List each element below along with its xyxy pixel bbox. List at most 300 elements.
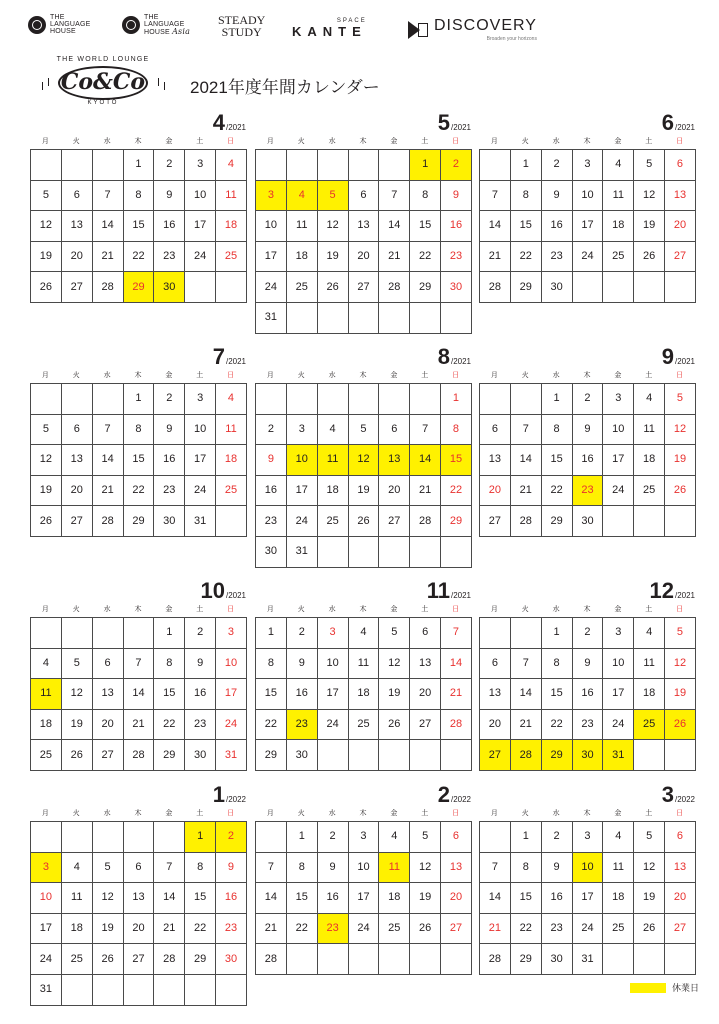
empty-cell (665, 740, 696, 771)
day-cell: 27 (93, 740, 124, 771)
empty-cell (349, 384, 380, 415)
empty-cell (62, 822, 93, 853)
globe-icon (122, 16, 140, 34)
day-cell: 18 (603, 883, 634, 914)
month-calendar (255, 580, 471, 771)
weekday-header (30, 368, 246, 383)
day-cell: 10 (573, 853, 604, 884)
weekday-label: 日 (227, 372, 235, 379)
day-cell: 22 (542, 476, 573, 507)
day-cell: 25 (349, 710, 380, 741)
day-cell: 24 (603, 476, 634, 507)
day-cell: 5 (93, 853, 124, 884)
logo-text-line: STUDY (221, 25, 262, 39)
empty-cell (185, 272, 216, 303)
day-cell: 19 (634, 211, 665, 242)
month-grid (255, 383, 472, 568)
weekday-header (479, 806, 695, 821)
weekday-label: 日 (452, 138, 460, 145)
day-cell: 11 (603, 181, 634, 212)
day-cell: 15 (256, 679, 287, 710)
logo-text-line: SPACE (336, 18, 367, 24)
day-cell: 21 (410, 476, 441, 507)
day-cell: 23 (318, 914, 349, 945)
day-cell: 14 (480, 883, 511, 914)
day-cell: 12 (62, 679, 93, 710)
empty-cell (93, 618, 124, 649)
day-cell: 21 (256, 914, 287, 945)
weekday-label: 木 (134, 606, 142, 613)
day-cell: 4 (216, 384, 247, 415)
month-grid (30, 149, 247, 303)
day-cell: 15 (287, 883, 318, 914)
month-grid (30, 617, 247, 771)
weekday-label: 金 (165, 810, 173, 817)
day-cell: 21 (379, 242, 410, 273)
day-cell: 31 (31, 975, 62, 1006)
empty-cell (349, 944, 380, 975)
day-cell: 2 (573, 618, 604, 649)
month-number: 7 (212, 344, 225, 369)
day-cell: 19 (634, 883, 665, 914)
day-cell: 14 (124, 679, 155, 710)
day-cell: 12 (634, 181, 665, 212)
day-cell: 18 (62, 914, 93, 945)
empty-cell (318, 537, 349, 568)
day-cell: 5 (31, 181, 62, 212)
day-cell: 7 (410, 415, 441, 446)
day-cell: 9 (185, 649, 216, 680)
day-cell: 13 (410, 649, 441, 680)
day-cell: 27 (665, 242, 696, 273)
day-cell: 6 (665, 150, 696, 181)
day-cell: 27 (480, 740, 511, 771)
day-cell: 18 (634, 679, 665, 710)
day-cell: 24 (349, 914, 380, 945)
weekday-label: 土 (421, 138, 429, 145)
day-cell: 30 (256, 537, 287, 568)
coco-logo-word: Co&Co (60, 69, 146, 95)
empty-cell (410, 303, 441, 334)
day-cell: 18 (31, 710, 62, 741)
weekday-label: 火 (72, 606, 80, 613)
day-cell: 10 (185, 415, 216, 446)
day-cell: 7 (154, 853, 185, 884)
day-cell: 1 (185, 822, 216, 853)
day-cell: 23 (287, 710, 318, 741)
day-cell: 10 (573, 181, 604, 212)
empty-cell (379, 303, 410, 334)
empty-cell (318, 150, 349, 181)
day-cell: 13 (93, 679, 124, 710)
legend (630, 981, 699, 994)
empty-cell (634, 944, 665, 975)
day-cell: 2 (542, 150, 573, 181)
day-cell: 30 (287, 740, 318, 771)
weekday-label: 月 (266, 372, 274, 379)
day-cell: 7 (511, 415, 542, 446)
day-cell: 6 (62, 415, 93, 446)
day-cell: 18 (379, 883, 410, 914)
day-cell: 11 (349, 649, 380, 680)
month-number: 3 (661, 782, 674, 807)
day-cell: 27 (124, 944, 155, 975)
day-cell: 9 (287, 649, 318, 680)
empty-cell (31, 150, 62, 181)
day-cell: 24 (256, 272, 287, 303)
day-cell: 18 (287, 242, 318, 273)
empty-cell (154, 975, 185, 1006)
day-cell: 27 (349, 272, 380, 303)
empty-cell (511, 618, 542, 649)
day-cell: 29 (441, 506, 472, 537)
day-cell: 22 (256, 710, 287, 741)
day-cell: 30 (573, 506, 604, 537)
month-grid (30, 821, 247, 1006)
weekday-label: 土 (421, 810, 429, 817)
day-cell: 15 (542, 679, 573, 710)
day-cell: 25 (62, 944, 93, 975)
month-calendar (30, 112, 246, 303)
day-cell: 17 (185, 211, 216, 242)
day-cell: 15 (511, 211, 542, 242)
empty-cell (31, 384, 62, 415)
empty-cell (634, 506, 665, 537)
logo-text-line: THE (50, 14, 65, 21)
logo-text-line: DISCOVERY (434, 17, 537, 34)
month-header (255, 112, 471, 134)
empty-cell (318, 303, 349, 334)
month-grid (479, 821, 696, 975)
day-cell: 17 (31, 914, 62, 945)
day-cell: 24 (318, 710, 349, 741)
weekday-label: 水 (552, 372, 560, 379)
day-cell: 8 (154, 649, 185, 680)
page-title: 2021年度年間カレンダー (190, 78, 380, 97)
empty-cell (256, 384, 287, 415)
day-cell: 3 (185, 384, 216, 415)
day-cell: 10 (216, 649, 247, 680)
day-cell: 18 (349, 679, 380, 710)
empty-cell (573, 272, 604, 303)
day-cell: 12 (31, 211, 62, 242)
day-cell: 28 (154, 944, 185, 975)
day-cell: 16 (542, 883, 573, 914)
day-cell: 9 (573, 415, 604, 446)
day-cell: 31 (216, 740, 247, 771)
day-cell: 14 (480, 211, 511, 242)
day-cell: 10 (603, 649, 634, 680)
weekday-label: 月 (41, 372, 49, 379)
discovery-mark-icon (408, 21, 428, 39)
weekday-label: 金 (614, 606, 622, 613)
weekday-label: 日 (227, 138, 235, 145)
day-cell: 28 (379, 272, 410, 303)
weekday-label: 木 (359, 810, 367, 817)
day-cell: 7 (93, 181, 124, 212)
day-cell: 26 (31, 506, 62, 537)
day-cell: 9 (154, 415, 185, 446)
day-cell: 4 (349, 618, 380, 649)
day-cell: 20 (480, 710, 511, 741)
empty-cell (124, 822, 155, 853)
empty-cell (287, 150, 318, 181)
day-cell: 13 (480, 445, 511, 476)
weekday-label: 月 (266, 606, 274, 613)
weekday-label: 木 (583, 606, 591, 613)
day-cell: 16 (441, 211, 472, 242)
empty-cell (31, 618, 62, 649)
weekday-label: 木 (359, 138, 367, 145)
day-cell: 22 (410, 242, 441, 273)
month-header (30, 784, 246, 806)
day-cell: 22 (124, 476, 155, 507)
day-cell: 1 (410, 150, 441, 181)
day-cell: 3 (31, 853, 62, 884)
day-cell: 15 (124, 211, 155, 242)
day-cell: 13 (441, 853, 472, 884)
day-cell: 10 (31, 883, 62, 914)
month-calendar (479, 784, 695, 975)
day-cell: 30 (542, 944, 573, 975)
day-cell: 19 (31, 476, 62, 507)
month-calendar (30, 580, 246, 771)
day-cell: 20 (379, 476, 410, 507)
day-cell: 9 (542, 853, 573, 884)
day-cell: 17 (287, 476, 318, 507)
day-cell: 21 (480, 242, 511, 273)
legend-label: 休業日 (672, 983, 700, 993)
day-cell: 22 (287, 914, 318, 945)
empty-cell (349, 537, 380, 568)
day-cell: 16 (573, 445, 604, 476)
empty-cell (441, 537, 472, 568)
empty-cell (256, 822, 287, 853)
weekday-label: 月 (490, 138, 498, 145)
day-cell: 23 (542, 242, 573, 273)
weekday-label: 水 (103, 810, 111, 817)
day-cell: 5 (665, 384, 696, 415)
day-cell: 19 (665, 445, 696, 476)
day-cell: 26 (379, 710, 410, 741)
day-cell: 17 (349, 883, 380, 914)
weekday-label: 火 (521, 372, 529, 379)
month-calendar (30, 346, 246, 537)
weekday-label: 月 (266, 810, 274, 817)
day-cell: 25 (603, 242, 634, 273)
weekday-label: 月 (490, 372, 498, 379)
day-cell: 26 (665, 710, 696, 741)
month-calendar (30, 784, 246, 1006)
day-cell: 8 (410, 181, 441, 212)
day-cell: 3 (287, 415, 318, 446)
empty-cell (410, 740, 441, 771)
empty-cell (379, 537, 410, 568)
day-cell: 20 (480, 476, 511, 507)
empty-cell (379, 384, 410, 415)
day-cell: 6 (441, 822, 472, 853)
weekday-header (255, 602, 471, 617)
day-cell: 8 (542, 415, 573, 446)
day-cell: 16 (256, 476, 287, 507)
empty-cell (31, 822, 62, 853)
day-cell: 1 (124, 384, 155, 415)
month-year: /2021 (450, 591, 471, 600)
empty-cell (480, 150, 511, 181)
month-calendar (255, 346, 471, 568)
weekday-label: 水 (552, 138, 560, 145)
day-cell: 4 (379, 822, 410, 853)
logo-text-line: LANGUAGE (144, 21, 185, 28)
empty-cell (287, 303, 318, 334)
weekday-label: 金 (390, 138, 398, 145)
weekday-label: 火 (297, 372, 305, 379)
day-cell: 8 (124, 415, 155, 446)
day-cell: 7 (93, 415, 124, 446)
day-cell: 2 (318, 822, 349, 853)
weekday-label: 月 (490, 810, 498, 817)
weekday-label: 土 (196, 138, 204, 145)
empty-cell (511, 384, 542, 415)
day-cell: 31 (287, 537, 318, 568)
day-cell: 14 (441, 649, 472, 680)
month-year: /2021 (225, 357, 246, 366)
day-cell: 3 (349, 822, 380, 853)
empty-cell (93, 822, 124, 853)
day-cell: 17 (573, 883, 604, 914)
day-cell: 11 (287, 211, 318, 242)
day-cell: 19 (410, 883, 441, 914)
logo-text-line: STEADY (218, 13, 266, 27)
month-grid (255, 149, 472, 334)
day-cell: 19 (318, 242, 349, 273)
empty-cell (634, 272, 665, 303)
day-cell: 17 (216, 679, 247, 710)
weekday-header (255, 134, 471, 149)
day-cell: 8 (256, 649, 287, 680)
day-cell: 21 (441, 679, 472, 710)
weekday-label: 火 (521, 138, 529, 145)
weekday-label: 月 (266, 138, 274, 145)
day-cell: 6 (124, 853, 155, 884)
day-cell: 12 (318, 211, 349, 242)
empty-cell (379, 740, 410, 771)
empty-cell (603, 506, 634, 537)
day-cell: 27 (441, 914, 472, 945)
month-header (479, 346, 695, 368)
empty-cell (62, 150, 93, 181)
day-cell: 15 (154, 679, 185, 710)
day-cell: 11 (318, 445, 349, 476)
empty-cell (441, 303, 472, 334)
day-cell: 20 (124, 914, 155, 945)
day-cell: 7 (124, 649, 155, 680)
weekday-label: 日 (227, 810, 235, 817)
day-cell: 12 (31, 445, 62, 476)
day-cell: 11 (603, 853, 634, 884)
day-cell: 5 (349, 415, 380, 446)
day-cell: 2 (441, 150, 472, 181)
day-cell: 4 (634, 384, 665, 415)
day-cell: 16 (542, 211, 573, 242)
day-cell: 6 (480, 415, 511, 446)
day-cell: 26 (634, 242, 665, 273)
month-number: 4 (212, 110, 225, 135)
day-cell: 4 (31, 649, 62, 680)
day-cell: 1 (511, 822, 542, 853)
day-cell: 23 (185, 710, 216, 741)
day-cell: 1 (511, 150, 542, 181)
weekday-label: 木 (583, 810, 591, 817)
empty-cell (665, 944, 696, 975)
language-house-logo (28, 14, 91, 35)
day-cell: 11 (31, 679, 62, 710)
weekday-label: 日 (452, 372, 460, 379)
logo-text-line: HOUSE (144, 29, 170, 36)
day-cell: 2 (256, 415, 287, 446)
day-cell: 16 (185, 679, 216, 710)
weekday-label: 金 (614, 372, 622, 379)
day-cell: 23 (573, 710, 604, 741)
day-cell: 5 (634, 150, 665, 181)
day-cell: 14 (93, 211, 124, 242)
day-cell: 31 (256, 303, 287, 334)
weekday-label: 日 (452, 606, 460, 613)
day-cell: 10 (603, 415, 634, 446)
day-cell: 2 (216, 822, 247, 853)
weekday-label: 金 (614, 810, 622, 817)
weekday-label: 土 (196, 810, 204, 817)
day-cell: 3 (216, 618, 247, 649)
day-cell: 9 (441, 181, 472, 212)
empty-cell (154, 822, 185, 853)
day-cell: 19 (665, 679, 696, 710)
weekday-label: 金 (390, 810, 398, 817)
day-cell: 27 (62, 506, 93, 537)
day-cell: 13 (480, 679, 511, 710)
day-cell: 19 (31, 242, 62, 273)
day-cell: 29 (154, 740, 185, 771)
day-cell: 25 (287, 272, 318, 303)
weekday-label: 水 (103, 138, 111, 145)
day-cell: 22 (124, 242, 155, 273)
month-grid (30, 383, 247, 537)
day-cell: 5 (410, 822, 441, 853)
day-cell: 7 (511, 649, 542, 680)
day-cell: 8 (511, 181, 542, 212)
month-grid (255, 821, 472, 975)
day-cell: 20 (93, 710, 124, 741)
day-cell: 8 (441, 415, 472, 446)
month-header (479, 580, 695, 602)
empty-cell (93, 150, 124, 181)
day-cell: 30 (573, 740, 604, 771)
weekday-label: 日 (676, 810, 684, 817)
day-cell: 4 (62, 853, 93, 884)
day-cell: 15 (542, 445, 573, 476)
day-cell: 10 (287, 445, 318, 476)
day-cell: 29 (256, 740, 287, 771)
day-cell: 3 (185, 150, 216, 181)
day-cell: 16 (573, 679, 604, 710)
day-cell: 18 (216, 445, 247, 476)
empty-cell (410, 384, 441, 415)
empty-cell (124, 975, 155, 1006)
day-cell: 8 (124, 181, 155, 212)
coco-logo-top: THE WORLD LOUNGE (56, 56, 150, 63)
empty-cell (349, 150, 380, 181)
month-year: /2021 (225, 591, 246, 600)
